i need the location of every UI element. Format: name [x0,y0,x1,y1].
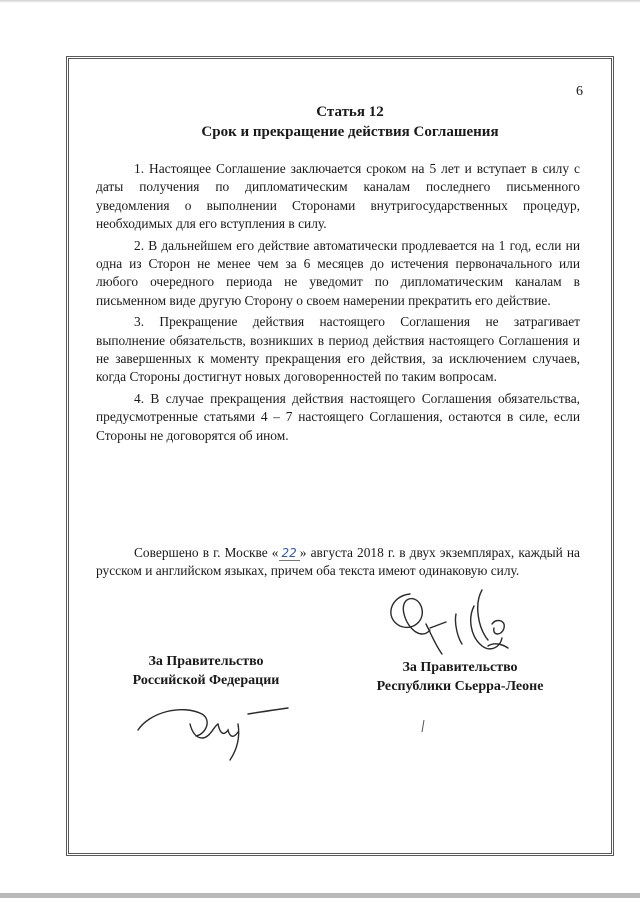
closing-before-day: Совершено в г. Москве « [134,545,279,560]
signature-sierra-leone [370,584,530,660]
article-number: Статья 12 [316,104,384,120]
scan-edge-bottom [0,893,640,898]
paragraph-3: 3. Прекращение действия настоящего Соглашения не затрагивает выполнение обязательств, возникших в период действия настоящего Соглашения и не завершенных к моменту прекращения его действия, за исключением случаев, когда Стороны достигнут новых договоренностей по таким вопросам. [96,314,580,385]
closing-paragraph [96,544,580,581]
pen-mark [418,718,430,734]
closing-clause [96,544,580,581]
signatory-sierra-leone [340,658,580,696]
signatory-sierra-leone-line2: Республики Сьерра-Леоне [376,679,544,694]
article-body [96,160,580,448]
handwritten-day: 22 [279,546,300,561]
paragraph-1: 1. Настоящее Соглашение заключается сроком на 5 лет и вступает в силу с даты получения по дипломатическим каналам последнего письменного уведомления о выполнении Сторонами внутригосударственных процедур, необходимых для его вступления в силу. [96,161,580,232]
signature-russia [130,694,300,764]
closing-after-day: » августа 2018 г. в двух экземплярах, каждый на русском и английском языках, причем оба текста имеют одинаковую силу. [96,545,580,579]
page-number: 6 [576,84,583,99]
paragraph-2: 2. В дальнейшем его действие автоматически продлевается на 1 год, если ни одна из Сторон не менее чем за 6 месяцев до истечения первоначального или любого очередного периода не уведомит по дипломатическим каналам в письменном виде другую Сторону о своем намерении прекратить его действие. [96,237,580,308]
signatory-sierra-leone-line1: За Правительство [402,660,518,675]
signatory-russia-line1: За Правительство [148,654,264,669]
signatory-russia [106,652,306,690]
signatory-russia-line2: Российской Федерации [132,673,280,688]
article-heading: Срок и прекращение действия Соглашения [201,124,499,140]
paragraph-4: 4. В случае прекращения действия настоящего Соглашения обязательства, предусмотренные статьями 4 – 7 настоящего Соглашения, остаются в силе, если Стороны не договорятся об ином. [96,390,580,443]
scan-edge-top [0,0,640,3]
